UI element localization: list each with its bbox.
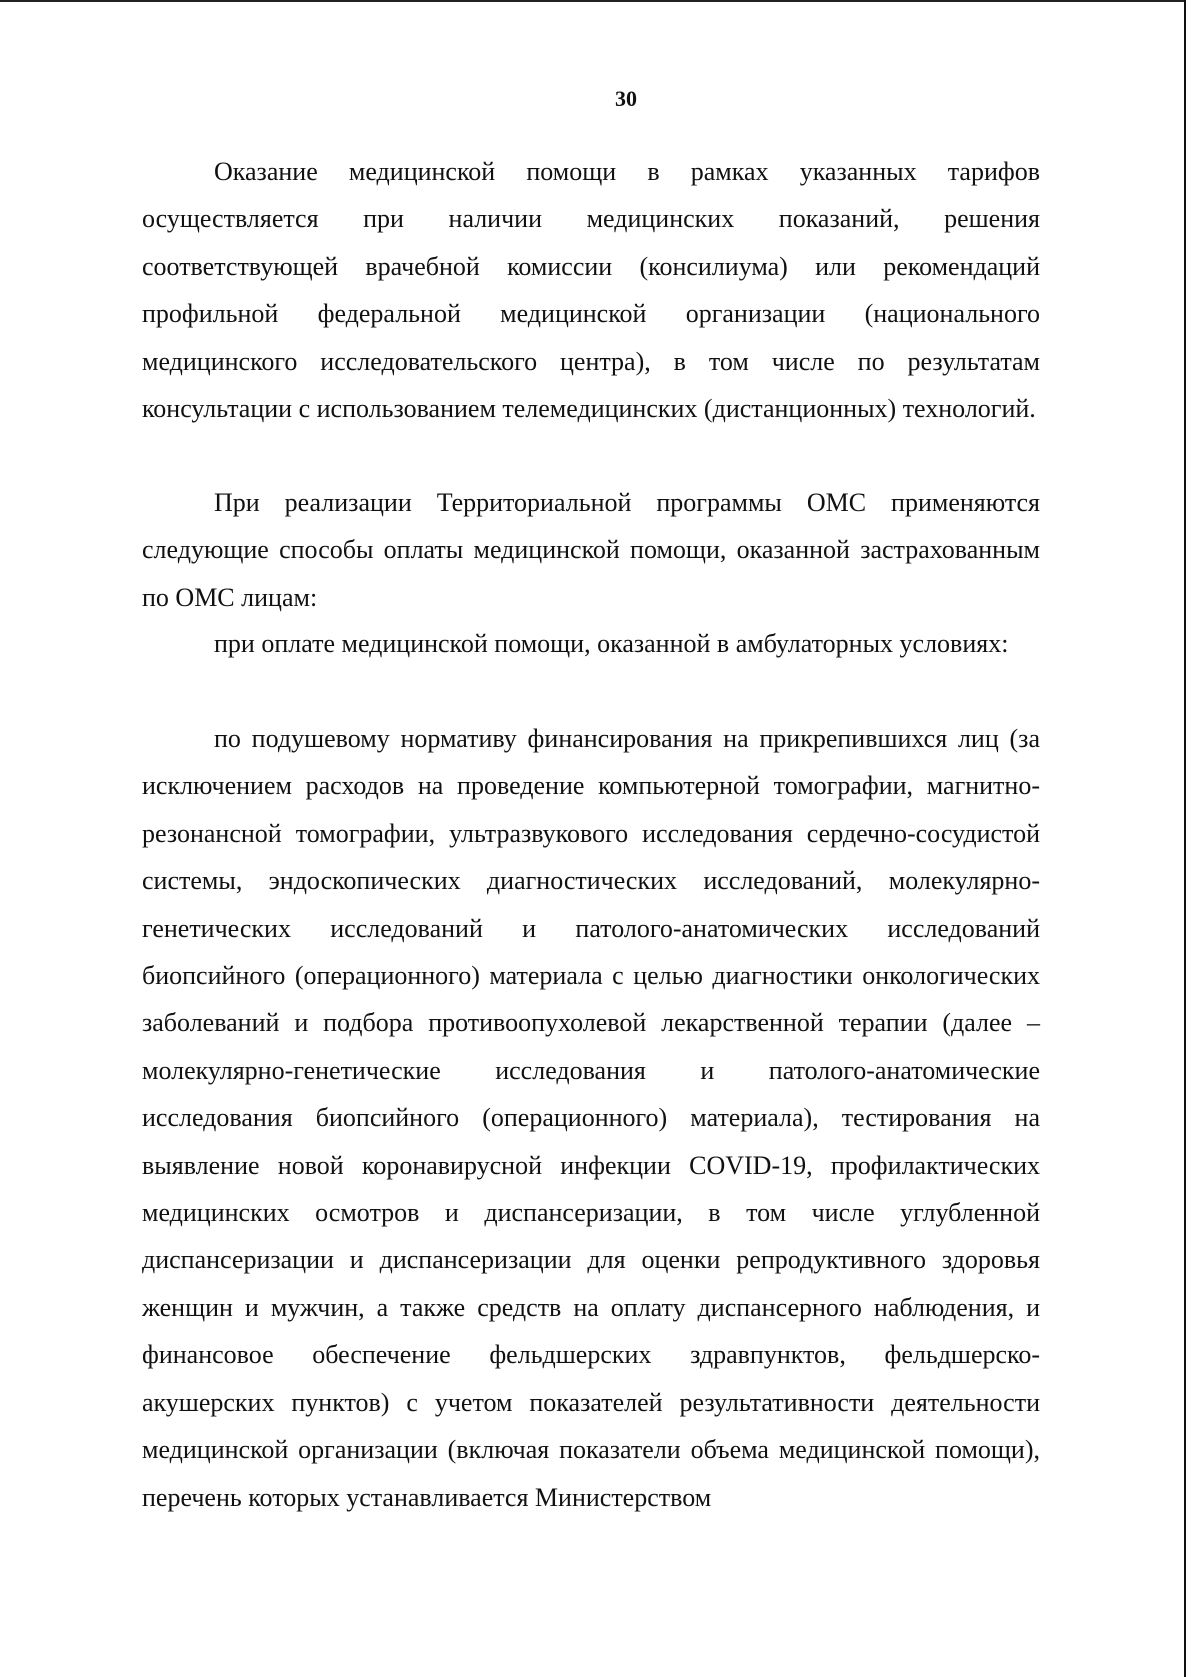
paragraph-text: При реализации Территориальной программы ОМС применяются следующие способы оплаты медицинской помощи, оказанной застрахованным по ОМС лицам: — [142, 488, 1040, 612]
paragraph-text: при оплате медицинской помощи, оказанной в амбулаторных условиях: — [214, 629, 1009, 658]
scan-right-edge — [1184, 0, 1186, 1677]
paragraph-text: по подушевому нормативу финансирования на прикрепившихся лиц (за исключением расходов на проведение компьютерной томографии, магнитно-резонансной томографии, ультразвукового исследования сердечно-сосудистой системы, эндоскопических диагностических исследований, молекулярно-генетических исследований и патолого-анатомических исследований биопсийного (операционного) материала с целью диагностики онкологических заболеваний и подбора противоопухолевой лекарственной терапии (далее – молекулярно-генетические исследования и патолого-анатомические исследования биопсийного (операционного) материала), тестирования на выявление новой коронавирусной инфекции COVID-19, профилактических медицинских осмотров и диспансеризации, в том числе углубленной диспансеризации и диспансеризации для оценки репродуктивного здоровья женщин и мужчин, а также средств на оплату диспансерного наблюдения, и финансовое обеспечение фельдшерских здравпунктов, фельдшерско-акушерских пунктов) с учетом показателей результативности деятельности медицинской организации (включая показатели объема медицинской помощи), перечень которых устанавливается Министерством — [142, 724, 1040, 1512]
page-number: 30 — [615, 86, 637, 111]
paragraph-3 — [142, 620, 1040, 667]
scan-top-edge — [0, 0, 1186, 2]
paragraph-4 — [142, 715, 1040, 1521]
paragraph-1 — [142, 148, 1040, 432]
paragraph-text: Оказание медицинской помощи в рамках указанных тарифов осуществляется при наличии медицинских показаний, решения соответствующей врачебной комиссии (консилиума) или рекомендаций профильной федеральной медицинской организации (национального медицинского исследовательского центра), в том числе по результатам консультации с использованием телемедицинских (дистанционных) технологий. — [142, 157, 1040, 424]
paragraph-2 — [142, 479, 1040, 621]
